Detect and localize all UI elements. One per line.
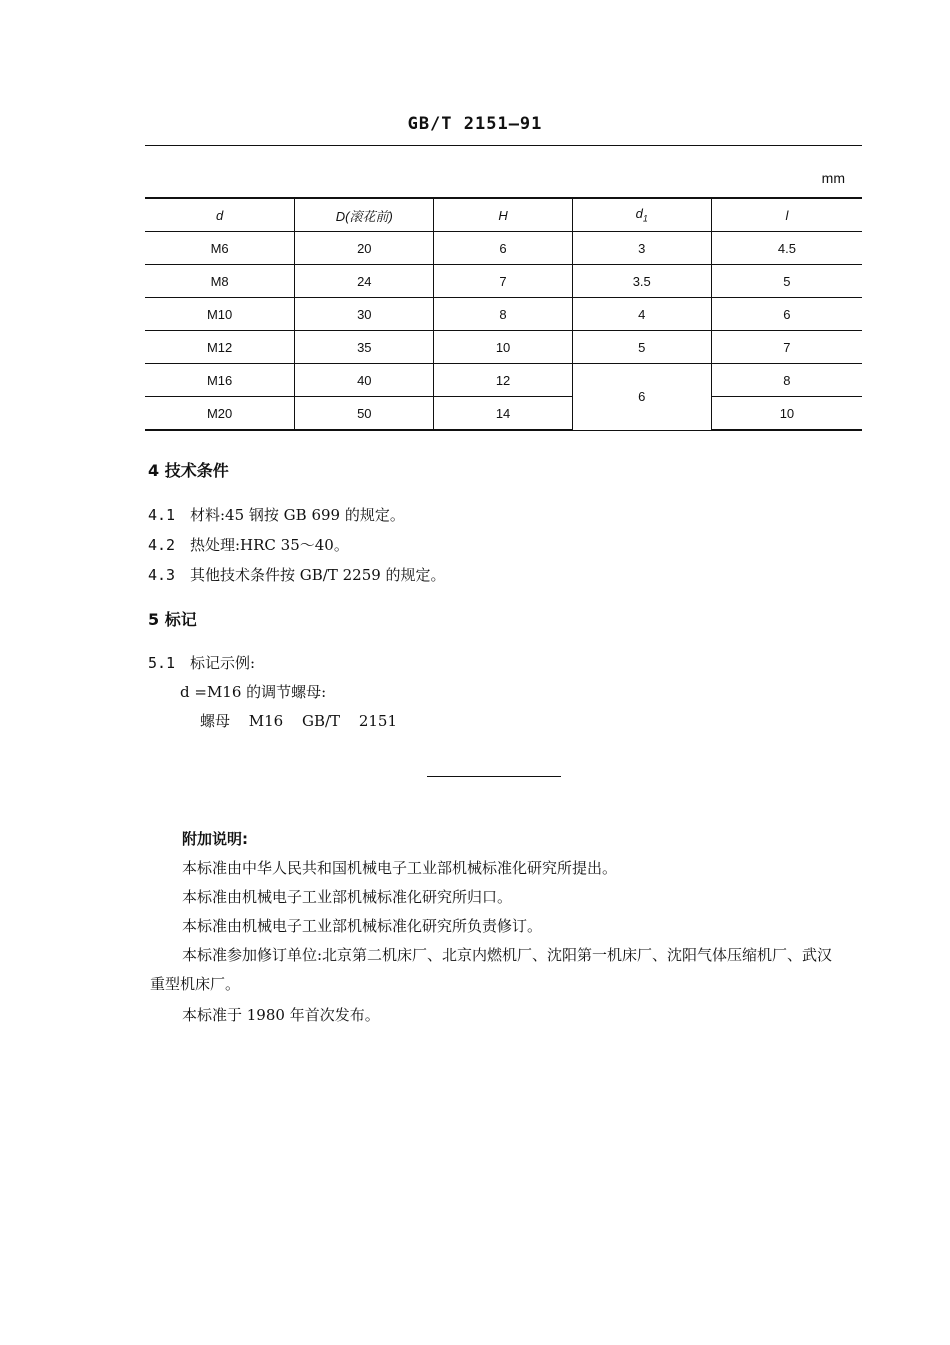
- standard-number-header: GB/T 2151—91: [407, 114, 543, 134]
- marking-example: 螺母 M16 GB/T 2151: [200, 712, 397, 730]
- table-unit-label: mm: [821, 170, 845, 186]
- note-line: 本标准参加修订单位:北京第二机床厂、北京内燃机厂、沈阳第一机床厂、沈阳气体压缩机厂、武汉: [182, 946, 833, 964]
- header-D: [295, 198, 434, 232]
- cell-l: 4.5: [711, 232, 862, 265]
- clause-text: 标记示例:: [190, 654, 256, 672]
- header-d1: [572, 198, 711, 232]
- clause-text: 材料:45 钢按 GB 699 的规定。: [190, 506, 405, 524]
- clause-number: 5.1: [148, 654, 176, 672]
- section-4-heading: 4 技术条件: [148, 461, 229, 480]
- note-line-continuation: 重型机床厂。: [150, 975, 241, 993]
- cell-H: 8: [434, 298, 572, 331]
- cell-H: 6: [434, 232, 572, 265]
- header-d1-sub: 1: [642, 213, 648, 224]
- cell-D: 35: [295, 331, 434, 364]
- clause-number: 4.1: [148, 506, 176, 524]
- cell-H: 7: [434, 265, 572, 298]
- header-rule: [145, 145, 862, 146]
- cell-d: M12: [145, 331, 295, 364]
- section-5-heading: 5 标记: [148, 610, 197, 629]
- cell-l: 10: [711, 397, 862, 431]
- cell-D: 24: [295, 265, 434, 298]
- clause-4-1: [148, 504, 405, 525]
- cell-H: 14: [434, 397, 572, 431]
- note-line: 本标准由机械电子工业部机械标准化研究所归口。: [182, 888, 513, 906]
- table-header-row: [145, 198, 862, 232]
- cell-D: 20: [295, 232, 434, 265]
- clause-text: 其他技术条件按 GB/T 2259 的规定。: [190, 566, 446, 584]
- table-row: [145, 298, 862, 331]
- header-d1-base: d: [635, 206, 643, 222]
- cell-l: 5: [711, 265, 862, 298]
- note-line: 本标准由机械电子工业部机械标准化研究所负责修订。: [182, 917, 543, 935]
- clause-5-1: [148, 652, 255, 673]
- cell-d: M10: [145, 298, 295, 331]
- cell-d: M16: [145, 364, 295, 397]
- table-row: [145, 397, 862, 431]
- cell-d1: 4: [572, 298, 711, 331]
- clause-number: 4.2: [148, 536, 176, 554]
- cell-D: 50: [295, 397, 434, 431]
- cell-d: M20: [145, 397, 295, 431]
- cell-l: 8: [711, 364, 862, 397]
- cell-d1: 5: [572, 331, 711, 364]
- table-row: [145, 364, 862, 397]
- cell-D: 40: [295, 364, 434, 397]
- marking-example-intro: d =M16 的调节螺母:: [180, 683, 327, 701]
- clause-4-3: [148, 564, 446, 585]
- header-H: H: [434, 198, 572, 232]
- notes-title: 附加说明:: [182, 830, 248, 848]
- clause-text: 热处理:HRC 35～40。: [190, 536, 349, 554]
- cell-d: M8: [145, 265, 295, 298]
- cell-D: 30: [295, 298, 434, 331]
- section-divider: [427, 776, 561, 777]
- cell-H: 12: [434, 364, 572, 397]
- header-D-text: D(滚花前): [335, 208, 393, 224]
- note-line: 本标准由中华人民共和国机械电子工业部机械标准化研究所提出。: [182, 859, 618, 877]
- table-row: [145, 265, 862, 298]
- header-d: d: [145, 198, 295, 232]
- dimension-table: [145, 197, 862, 431]
- cell-l: 7: [711, 331, 862, 364]
- cell-H: 10: [434, 331, 572, 364]
- table-row: [145, 232, 862, 265]
- cell-d1: 3: [572, 232, 711, 265]
- note-line: 本标准于 1980 年首次发布。: [182, 1006, 380, 1024]
- cell-d1-merged: 6: [572, 364, 711, 431]
- table-row: [145, 331, 862, 364]
- cell-d: M6: [145, 232, 295, 265]
- header-l: l: [711, 198, 862, 232]
- clause-number: 4.3: [148, 566, 176, 584]
- clause-4-2: [148, 534, 349, 555]
- cell-d1: 3.5: [572, 265, 711, 298]
- cell-l: 6: [711, 298, 862, 331]
